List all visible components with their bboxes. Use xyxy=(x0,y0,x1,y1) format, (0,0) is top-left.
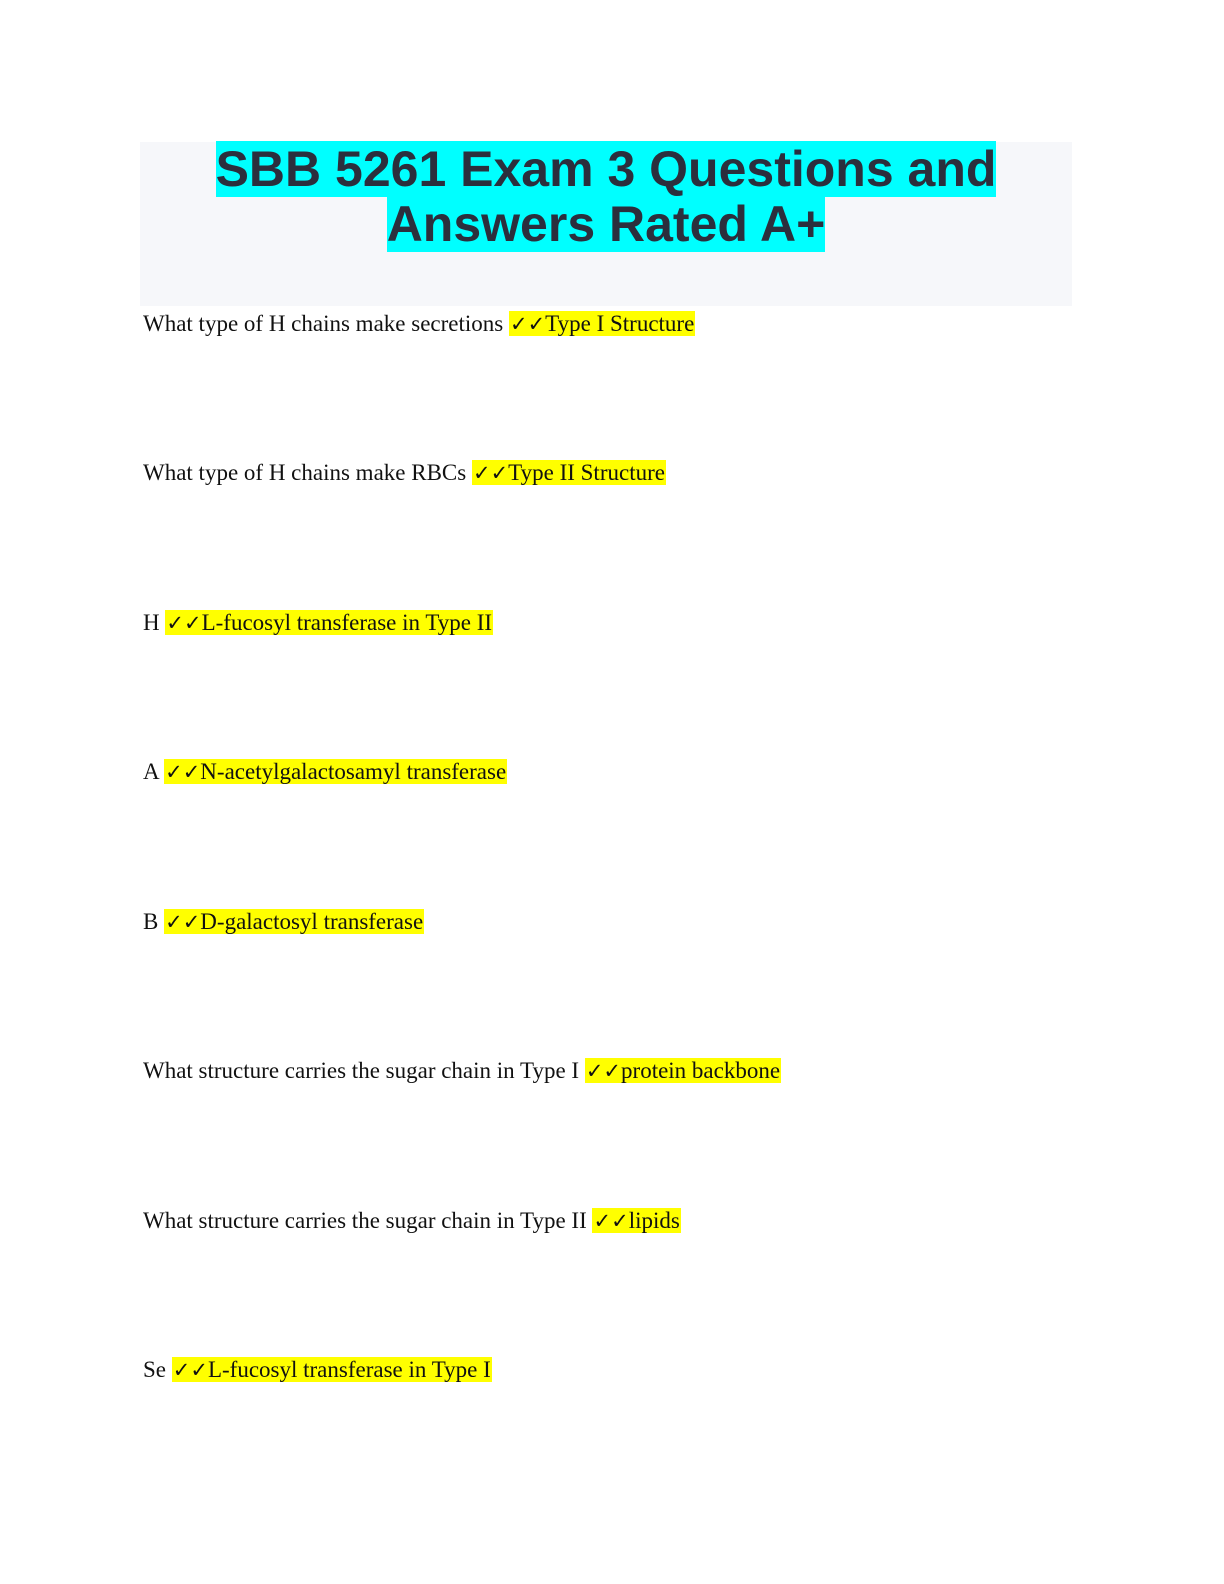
answer-highlight xyxy=(509,311,695,336)
question-text: What type of H chains make secretions xyxy=(143,311,504,336)
answer-highlight xyxy=(164,909,424,934)
answer-text: L-fucosyl transferase in Type I xyxy=(207,1357,491,1382)
qa-item xyxy=(143,607,493,639)
qa-item xyxy=(143,457,666,489)
answer-text: N-acetylgalactosamyl transferase xyxy=(200,759,507,784)
answer-text: lipids xyxy=(628,1208,680,1233)
double-check-icon: ✓✓ xyxy=(172,1358,208,1382)
answer-text: L-fucosyl transferase in Type II xyxy=(201,610,493,635)
answer-text: Type I Structure xyxy=(545,311,695,336)
qa-item xyxy=(143,906,424,938)
title-banner xyxy=(140,142,1072,306)
double-check-icon: ✓✓ xyxy=(593,1209,629,1233)
double-check-icon: ✓✓ xyxy=(585,1059,622,1083)
page-title xyxy=(140,142,1072,252)
qa-item xyxy=(143,1205,681,1237)
question-text: What structure carries the sugar chain in Type II xyxy=(143,1208,587,1233)
qa-item xyxy=(143,756,507,788)
double-check-icon: ✓✓ xyxy=(165,910,201,934)
answer-highlight xyxy=(172,1357,492,1382)
question-text: H xyxy=(143,610,160,635)
double-check-icon: ✓✓ xyxy=(472,461,509,485)
question-text: Se xyxy=(143,1357,166,1382)
answer-highlight xyxy=(164,759,507,784)
answer-text: D-galactosyl transferase xyxy=(200,909,424,934)
answer-highlight xyxy=(472,460,666,485)
qa-item xyxy=(143,308,695,340)
double-check-icon: ✓✓ xyxy=(166,611,202,635)
question-text: What type of H chains make RBCs xyxy=(143,460,467,485)
double-check-icon: ✓✓ xyxy=(165,760,201,784)
double-check-icon: ✓✓ xyxy=(509,312,546,336)
qa-item xyxy=(143,1354,492,1386)
answer-text: Type II Structure xyxy=(508,460,665,485)
qa-item xyxy=(143,1055,781,1087)
answer-highlight xyxy=(585,1058,781,1083)
answer-highlight xyxy=(592,1208,680,1233)
page-title-text: SBB 5261 Exam 3 Questions and Answers Rated A+ xyxy=(215,141,997,252)
answer-highlight xyxy=(165,610,493,635)
answer-text: protein backbone xyxy=(621,1058,781,1083)
question-text: B xyxy=(143,909,159,934)
question-text: A xyxy=(143,759,159,784)
question-text: What structure carries the sugar chain in Type I xyxy=(143,1058,580,1083)
